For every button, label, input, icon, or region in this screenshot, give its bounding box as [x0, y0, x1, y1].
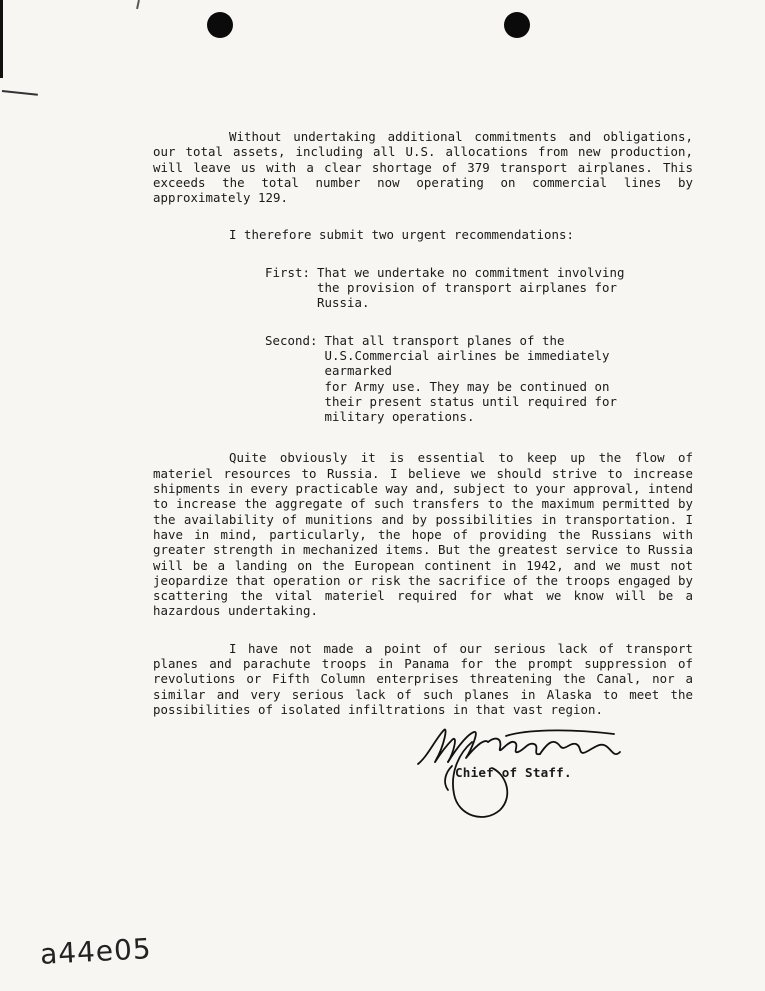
recommendations-lead: I therefore submit two urgent recommendations:	[229, 227, 574, 243]
recommendation-label: First:	[265, 264, 310, 280]
recommendation-text: That we undertake no commitment involving the provision of transport airplanes for Russia.	[317, 264, 625, 311]
margin-pencil-mark	[2, 90, 38, 96]
corner-tick-mark	[136, 0, 140, 9]
punch-hole-right	[504, 12, 530, 38]
punch-hole-left	[207, 12, 233, 38]
signature-title: Chief of Staff.	[455, 765, 572, 780]
paragraph-shortage: Without undertaking additional commitments and obligations, our total assets, including all U.S. allocations from new production, will leave us with a clear shortage of 379 transport airplanes. This exceeds the total number now operating on commercial lines by approximately 129.	[153, 129, 693, 206]
recommendation-text: That all transport planes of the U.S.Commercial airlines be immediately earmarked for Army use. They may be continued on their present status until required for military operations.	[324, 332, 617, 425]
letter-body	[153, 129, 693, 717]
paragraph-russia: Quite obviously it is essential to keep up the flow of materiel resources to Russia. I believe we should strive to increase shipments in every practicable way and, subject to your approval, intend to increase the aggregate of such transfers to the maximum permitted by the availability of munitions and by possibilities in transportation. I have in mind, particularly, the hope of providing the Russians with greater strength in mechanized items. But the greatest service to Russia will be a landing on the European continent in 1942, and we must not jeopardize that operation or risk the sacrifice of the troops engaged by scattering the vital materiel required for what we know will be a hazardous undertaking.	[153, 450, 693, 619]
recommendation-label: Second:	[265, 332, 318, 348]
recommendation-second	[265, 333, 645, 425]
recommendation-first	[265, 265, 645, 311]
binding-edge-mark	[0, 0, 3, 78]
paragraph-panama-alaska: I have not made a point of our serious lack of transport planes and parachute troops in Panama for the prompt suppression of revolutions or Fifth Column enterprises threatening the Canal, nor a similar and very serious lack of such planes in Alaska to meet the possibilities of isolated infiltrations in that vast region.	[153, 640, 693, 717]
archive-number: a44e05	[39, 932, 153, 971]
